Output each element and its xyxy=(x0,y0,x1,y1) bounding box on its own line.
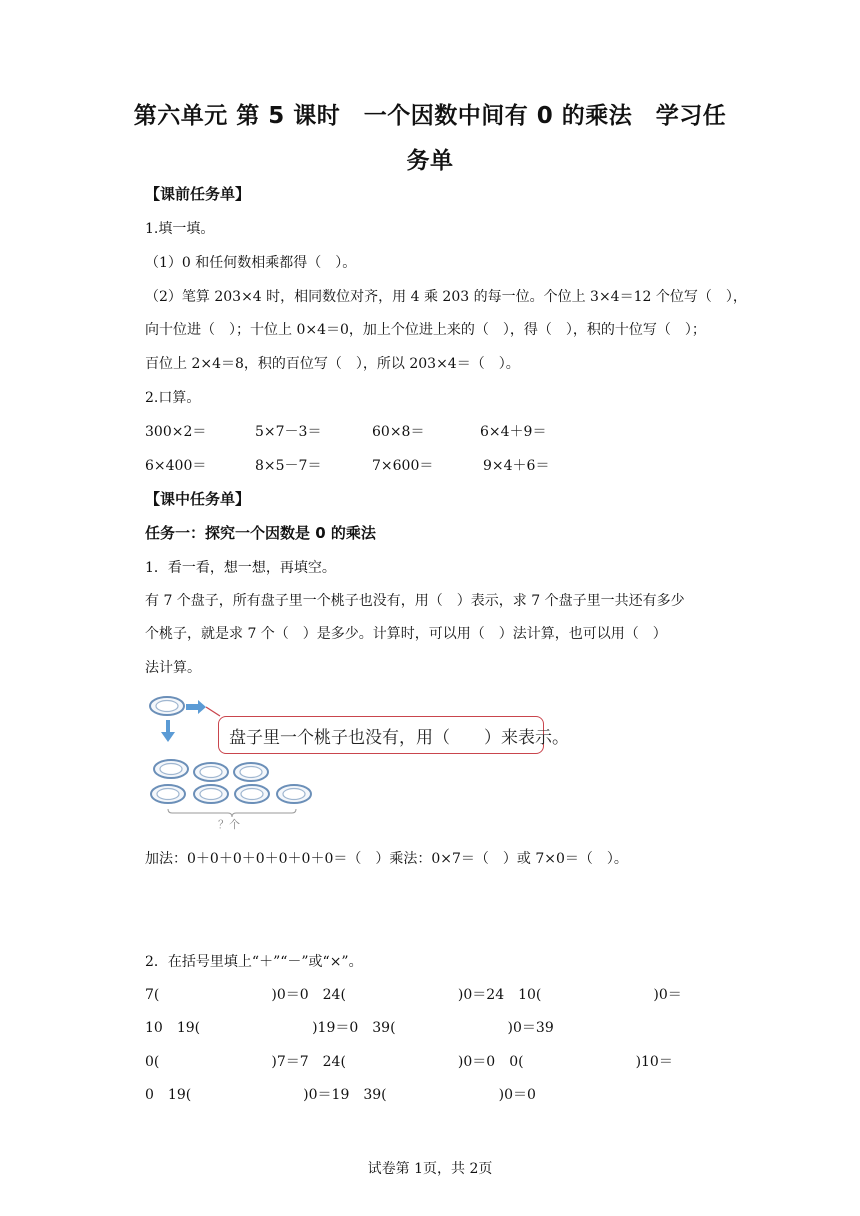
q1-part2-line3: 百位上 2×4＝8，积的百位写（ ），所以 203×4＝（ ）。 xyxy=(145,356,520,372)
t1-paragraph-line3: 法计算。 xyxy=(145,660,201,676)
q1-title: 1.填一填。 xyxy=(145,221,215,237)
fill-row: 0( )7＝7 24( )0＝0 0( )10＝ xyxy=(145,1054,673,1070)
pre-class-heading: 【课前任务单】 xyxy=(145,185,251,203)
oral-calc: 60×8＝ xyxy=(372,424,425,440)
oral-calc: 7×600＝ xyxy=(372,458,434,474)
brace-label: ？个 xyxy=(218,818,240,831)
t1-paragraph-line1: 有 7 个盘子，所有盘子里一个桃子也没有，用（ ）表示，求 7 个盘子里一共还有多少 xyxy=(145,593,685,609)
q1-part2-line1: （2）笔算 203×4 时，相同数位对齐，用 4 乘 203 的每一位。个位上 3×4＝12 个位写（ ）， xyxy=(145,289,747,305)
fill-row: 7( )0＝0 24( )0＝24 10( )0＝ xyxy=(145,987,682,1003)
q2-title: 2.口算。 xyxy=(145,390,201,406)
q1-part2-line2: 向十位进（ ）；十位上 0×4＝0，加上个位进上来的（ ），得（ ），积的十位写（ ）； xyxy=(145,322,706,338)
fill-row: 0 19( )0＝19 39( )0＝0 xyxy=(145,1087,536,1103)
arrow-down-icon xyxy=(161,720,175,742)
plates-illustration xyxy=(140,688,560,838)
oral-calc: 6×4＋9＝ xyxy=(480,424,547,440)
plate-icon xyxy=(277,785,311,803)
plate-icon xyxy=(151,785,185,803)
page-title-line2: 务单 xyxy=(406,148,454,174)
t1-paragraph-line2: 个桃子，就是求 7 个（ ）是多少。计算时，可以用（ ）法计算，也可以用（ ） xyxy=(145,626,667,642)
task1-title: 任务一：探究一个因数是 0 的乘法 xyxy=(145,524,376,542)
plate-icon xyxy=(154,760,188,778)
plate-icon xyxy=(235,785,269,803)
t1-q1: 1．看一看，想一想，再填空。 xyxy=(145,560,336,576)
arrow-right-icon xyxy=(186,700,206,714)
oral-calc: 8×5－7＝ xyxy=(255,458,322,474)
plate-icon xyxy=(194,785,228,803)
oral-calc: 5×7－3＝ xyxy=(255,424,322,440)
in-class-heading: 【课中任务单】 xyxy=(145,490,251,508)
plate-icon xyxy=(234,763,268,781)
callout-box: 盘子里一个桃子也没有，用（ ）来表示。 xyxy=(218,716,544,754)
oral-calc: 300×2＝ xyxy=(145,424,207,440)
oral-calc: 6×400＝ xyxy=(145,458,207,474)
t1-formula: 加法：0＋0＋0＋0＋0＋0＋0＝（ ）乘法：0×7＝（ ）或 7×0＝（ ）。 xyxy=(145,851,628,867)
q1-part1: （1）0 和任何数相乘都得（ ）。 xyxy=(145,255,357,271)
fill-row: 10 19( )19＝0 39( )0＝39 xyxy=(145,1020,554,1036)
oral-calc: 9×4＋6＝ xyxy=(483,458,550,474)
plate-icon xyxy=(194,763,228,781)
plate-icon xyxy=(150,697,184,715)
t1-q2: 2．在括号里填上“＋”“－”或“×”。 xyxy=(145,954,363,970)
page-title-line1: 第六单元 第 5 课时 一个因数中间有 0 的乘法 学习任 xyxy=(133,103,727,129)
page-footer: 试卷第 1页，共 2页 xyxy=(367,1161,493,1177)
